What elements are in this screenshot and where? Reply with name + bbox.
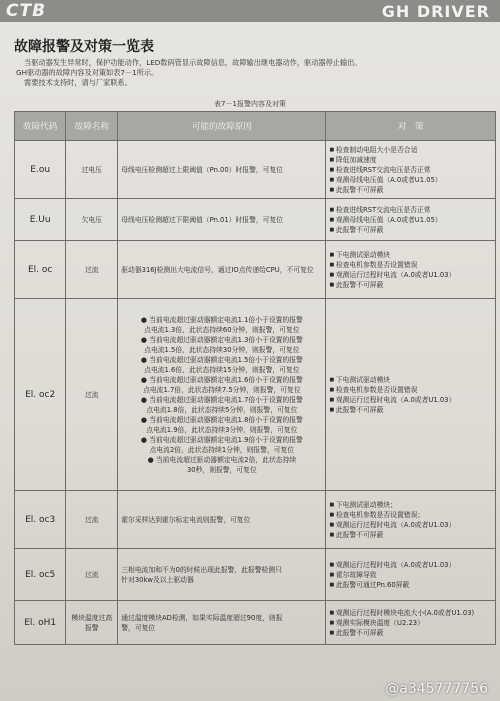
fault-code: E.Uu — [15, 199, 66, 241]
cause-line: 警，可复位 — [121, 623, 156, 632]
table-row — [15, 241, 496, 299]
fault-code: El. oc — [15, 241, 66, 299]
cause-line: ● 当前电流超过驱动器额定电流1.7倍小于设置的报警 — [121, 395, 322, 405]
fault-table — [14, 111, 496, 645]
countermeasure-item: ■ 此报警可通过Pn.60屏蔽 — [329, 580, 492, 590]
cause-line: 点电流1.3倍，此状态持续60分钟，则报警，可复位 — [144, 325, 300, 334]
table-row — [15, 299, 496, 491]
fault-cause — [118, 299, 326, 491]
cause-line: ● 当前电流超过驱动器额定电流1.5倍小于设置的报警 — [121, 355, 322, 365]
countermeasure — [326, 549, 496, 601]
countermeasure-item: ■ 此报警不可屏蔽 — [329, 280, 492, 290]
fault-code: E.ou — [15, 141, 66, 199]
countermeasure-item: ■ 下电测试驱动模块 — [329, 250, 492, 260]
countermeasure — [326, 141, 496, 199]
cause-line: ● 当前电流超过驱动器额定电流2倍，此状态持续 — [121, 455, 322, 465]
cause-line: ● 当前电流超过驱动器额定电流1.1倍小于设置的报警 — [121, 315, 322, 325]
countermeasure — [326, 299, 496, 491]
brand-logo: CTB — [6, 1, 47, 21]
countermeasure-item: ■ 检查进线RST交流电压是否正常 — [329, 165, 492, 175]
table-row — [15, 141, 496, 199]
cause-line: 三相电流加和不为0的时候出现此报警，此报警检测只 — [121, 565, 282, 574]
intro-text — [16, 58, 486, 88]
cause-line: 点电流1.5倍，此状态持续30分钟，则报警，可复位 — [144, 345, 300, 354]
product-name: GH DRIVER — [381, 2, 490, 21]
countermeasure-item: ■ 检查进线RST交流电压是否正常 — [329, 205, 492, 215]
cause-line: 母线电压检测超过下限阈值（Pn.01）时报警，可复位 — [121, 215, 284, 224]
table-row — [15, 601, 496, 645]
countermeasure-item: ■ 此报警不可屏蔽 — [329, 628, 492, 638]
cause-line: ● 当前电流超过驱动器额定电流1.9倍小于设置的报警 — [121, 435, 322, 445]
countermeasure-item: ■ 检查电机参数是否设置错误 — [329, 260, 492, 270]
countermeasure-item: ■ 检查电机参数是否设置错误； — [329, 510, 492, 520]
table-header-row — [15, 112, 496, 141]
fault-cause — [118, 549, 326, 601]
countermeasure-item: ■ 此报警不可屏蔽 — [329, 530, 492, 540]
countermeasure-item: ■ 观测运行过程时电流（A.0或者U1.03） — [329, 395, 492, 405]
cause-line: 通过温度模块AD检测，如果实际温度超过90度，则报 — [121, 613, 283, 622]
table-row — [15, 549, 496, 601]
fault-name: 欠电压 — [66, 199, 118, 241]
watermark: @a345777756 — [385, 681, 488, 697]
fault-name: 过电压 — [66, 141, 118, 199]
cause-line: 30秒，则报警，可复位 — [186, 465, 257, 474]
countermeasure-item: ■ 观测实际模块温度（U2.23） — [329, 618, 492, 628]
countermeasure — [326, 199, 496, 241]
cause-line: ● 当前电流超过驱动器额定电流1.6倍小于设置的报警 — [121, 375, 322, 385]
cause-line: 点电流1.6倍，此状态持续15分钟，则报警，可复位 — [144, 365, 300, 374]
fault-name: 过流 — [66, 299, 118, 491]
countermeasure-item: ■ 检查制动电阻大小是否合适 — [329, 145, 492, 155]
fault-cause — [118, 601, 326, 645]
fault-name: 过流 — [66, 241, 118, 299]
cause-line: ● 当前电流超过驱动器额定电流1.8倍小于设置的报警 — [121, 415, 322, 425]
cause-line: 驱动器316J检测出大电流信号，通过IO点传递给CPU，不可复位 — [121, 265, 314, 274]
intro-line: 当驱动器发生异常时，保护功能动作，LED数码管显示故障信息，故障输出继电器动作，驱动器停止输出。 — [24, 58, 362, 67]
intro-line: 需要技术支持时，请与厂家联系。 — [24, 78, 132, 87]
cause-line: 点电流1.9倍，此状态持续3分钟，则报警，可复位 — [146, 425, 298, 434]
countermeasure-item: ■ 观测母线电压值（A.0或者U1.05） — [329, 215, 492, 225]
cause-line: 霍尔采样达到霍尔标定电流则报警，可复位 — [121, 515, 251, 524]
countermeasure-item: ■ 下电测试驱动模块 — [329, 375, 492, 385]
countermeasure-item: ■ 检查电机参数是否设置错误 — [329, 385, 492, 395]
countermeasure-item: ■ 此报警不可屏蔽 — [329, 405, 492, 415]
table-row — [15, 491, 496, 549]
countermeasure-item: ■ 观测运行过程时模块电流大小(A.0或者U1.03) — [329, 608, 492, 618]
fault-name: 过流 — [66, 491, 118, 549]
table-caption: 表7－1报警内容及对策 — [214, 100, 286, 108]
fault-name: 模块温度过高报警 — [66, 601, 118, 645]
fault-code: El. oc2 — [15, 299, 66, 491]
cause-line: 母线电压检测超过上限阈值（Pn.00）时报警，可复位 — [121, 165, 284, 174]
countermeasure-item: ■ 此报警不可屏蔽 — [329, 185, 492, 195]
fault-cause — [118, 141, 326, 199]
table-row — [15, 199, 496, 241]
fault-cause — [118, 491, 326, 549]
countermeasure-item: ■ 观测运行过程时电流（A.0或者U1.03） — [329, 270, 492, 280]
countermeasure — [326, 241, 496, 299]
countermeasure-item: ■ 观测运行过程时电流（A.0或者U1.03） — [329, 560, 492, 570]
fault-code: El. oc3 — [15, 491, 66, 549]
header-fault-name: 故障名称 — [66, 112, 118, 141]
header-countermeasure: 对 策 — [326, 112, 496, 141]
intro-line: GH驱动器的故障内容及对策如表7－1所示。 — [16, 68, 159, 77]
fault-code: El. oc5 — [15, 549, 66, 601]
cause-line: ● 当前电流超过驱动器额定电流1.3倍小于设置的报警 — [121, 335, 322, 345]
countermeasure — [326, 601, 496, 645]
countermeasure-item: ■ 下电测试驱动模块； — [329, 500, 492, 510]
fault-cause — [118, 241, 326, 299]
header-fault-code: 故障代码 — [15, 112, 66, 141]
cause-line: 点电流2倍，此状态持续1分钟，则报警，可复位 — [149, 445, 295, 454]
countermeasure-item: ■ 霍尔故障导致 — [329, 570, 492, 580]
fault-name: 过流 — [66, 549, 118, 601]
countermeasure-item: ■ 观测母线电压值（A.0或者U1.05） — [329, 175, 492, 185]
page-title: 故障报警及对策一览表 — [14, 39, 154, 55]
fault-code: El. oH1 — [15, 601, 66, 645]
cause-line: 点电流1.8倍，此状态持续5分钟，则报警，可复位 — [146, 405, 298, 414]
countermeasure-item: ■ 此报警不可屏蔽 — [329, 225, 492, 235]
cause-line: 针对30kw及以上驱动器 — [121, 575, 194, 584]
page-header — [0, 0, 500, 22]
cause-line: 点电流1.7倍，此状态持续7.5分钟，则报警，可复位 — [143, 385, 301, 394]
fault-cause — [118, 199, 326, 241]
countermeasure — [326, 491, 496, 549]
countermeasure-item: ■ 降低加减速度 — [329, 155, 492, 165]
header-fault-cause: 可能的故障原因 — [118, 112, 326, 141]
countermeasure-item: ■ 观测运行过程时电流（A.0或者U1.03） — [329, 520, 492, 530]
